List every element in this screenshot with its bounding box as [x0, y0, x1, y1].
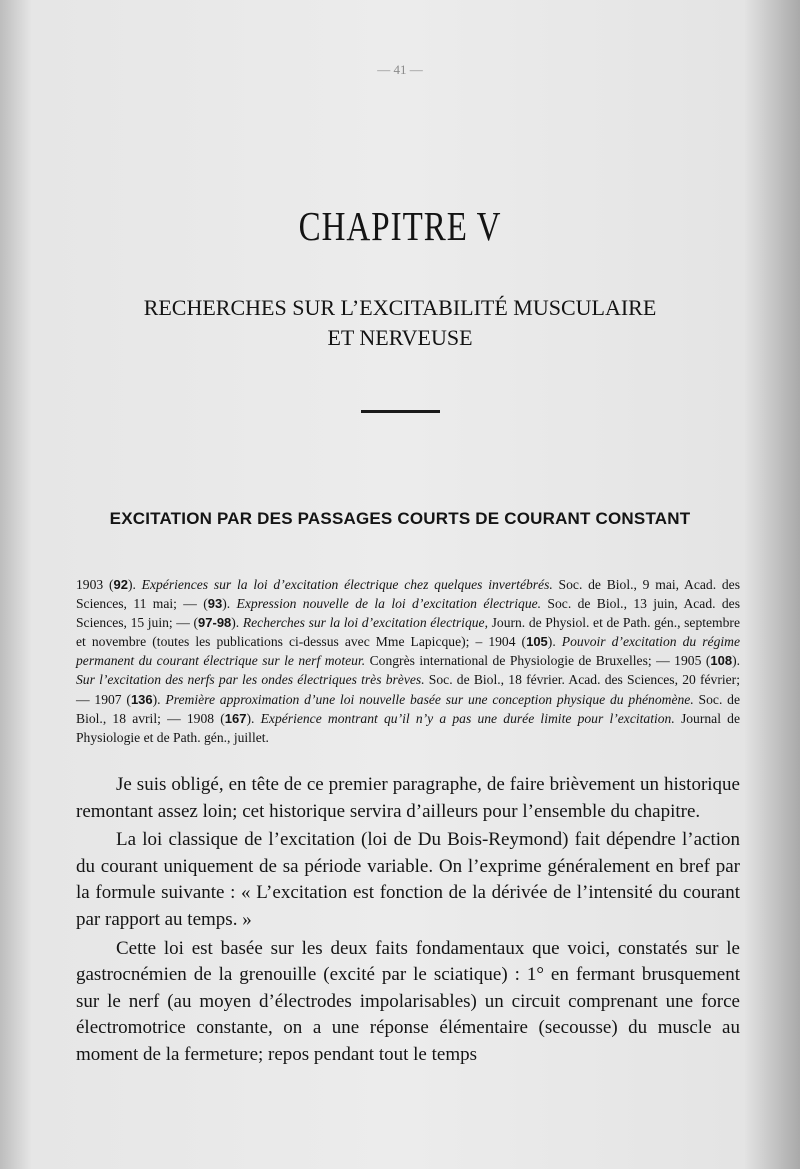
- citation-text: ).: [732, 653, 740, 669]
- publication-title: Pouvoir d’excitation du régime permanent du courant électrique sur le nerf moteur.: [76, 634, 740, 669]
- publication-title: Expérience montrant qu’il n’y a pas une durée limite pour l’excitation.: [260, 710, 675, 726]
- publication-title: Recherches sur la loi d’excitation électrique: [242, 615, 485, 631]
- citation-text: ).: [231, 615, 243, 631]
- publication-title: Sur l’excitation des nerfs par les ondes électriques très brèves.: [76, 672, 425, 688]
- citation-text: Soc. de Biol., 18 février. Acad. des Sciences, 20 février; — 1907 (: [76, 672, 740, 707]
- body-paragraph: Cette loi est basée sur les deux faits fondamentaux que voici, constatés sur le gastrocnémien de la grenouille (excité par le sciatique) : 1° en fermant brusquement sur le nerf (au moyen d’électrodes impolarisables) un circuit comprenant une force électromotrice constante, on a une réponse élémentaire (secousse) du muscle au moment de la fermeture; repos pendant tout le temps: [76, 937, 740, 1065]
- body-paragraph: Je suis obligé, en tête de ce premier paragraphe, de faire brièvement un historique remontant assez loin; cet historique servira d’ailleurs pour l’ensemble du chapitre.: [76, 774, 740, 822]
- chapter-subtitle-line-2: ET NERVEUSE: [327, 325, 473, 350]
- body-paragraph: La loi classique de l’excitation (loi de Du Bois-Reymond) fait dépendre l’action du courant uniquement de sa période variable. On l’exprime généralement en bref par la formule suivante : « L’excitation est fonction de la dérivée de l’intensité du courant par rapport au temps. »: [76, 829, 740, 930]
- citation-text: ).: [222, 596, 237, 612]
- page-number: — 41 —: [377, 62, 423, 77]
- title-divider-rule: [361, 410, 440, 413]
- citation-text: ).: [152, 691, 166, 707]
- reference-number: 108: [710, 653, 733, 669]
- body-text: [76, 772, 740, 1069]
- citation-text: ).: [127, 577, 142, 592]
- reference-number: 136: [130, 691, 153, 707]
- publication-title: Première approximation d’une loi nouvelle basée sur une conception physique du phénomène.: [165, 691, 694, 707]
- bibliography-references: [76, 575, 740, 747]
- reference-number: 167: [224, 710, 247, 726]
- citation-text: , Journ. de Physiol. et de Path. gén., septembre et novembre (toutes les publications ci-dessus avec Mme Lapicque); – 1904 (: [76, 615, 740, 650]
- citation-text: Soc. de Biol., 18 avril; — 1908 (: [76, 691, 740, 726]
- citation-text: Soc. de Biol., 13 juin, Acad. des Sciences, 15 juin; — (: [76, 596, 741, 631]
- chapter-title: CHAPITRE V: [298, 205, 502, 250]
- chapter-subtitle-line-1: RECHERCHES SUR L’EXCITABILITÉ MUSCULAIRE: [143, 295, 657, 320]
- citation-text: ).: [547, 634, 562, 650]
- publication-title: Expériences sur la loi d’excitation électrique chez quelques invertébrés.: [141, 577, 553, 592]
- citation-text: Journal de Physiologie et de Path. gén., juillet.: [76, 710, 741, 745]
- citation-text: 1903 (: [76, 577, 114, 592]
- section-heading: EXCITATION PAR DES PASSAGES COURTS DE COURANT CONSTANT: [109, 509, 691, 528]
- reference-number: 92: [113, 577, 128, 592]
- publication-title: Expression nouvelle de la loi d’excitation électrique.: [236, 596, 542, 612]
- chapter-subtitle: [0, 293, 800, 353]
- citation-text: Congrès international de Physiologie de Bruxelles; — 1905 (: [365, 653, 711, 669]
- reference-number: 93: [207, 596, 223, 612]
- reference-number: 97-98: [198, 615, 232, 631]
- reference-number: 105: [526, 634, 548, 650]
- citation-text: Soc. de Biol., 9 mai, Acad. des Sciences, 11 mai; — (: [76, 577, 741, 612]
- citation-text: ).: [246, 710, 261, 726]
